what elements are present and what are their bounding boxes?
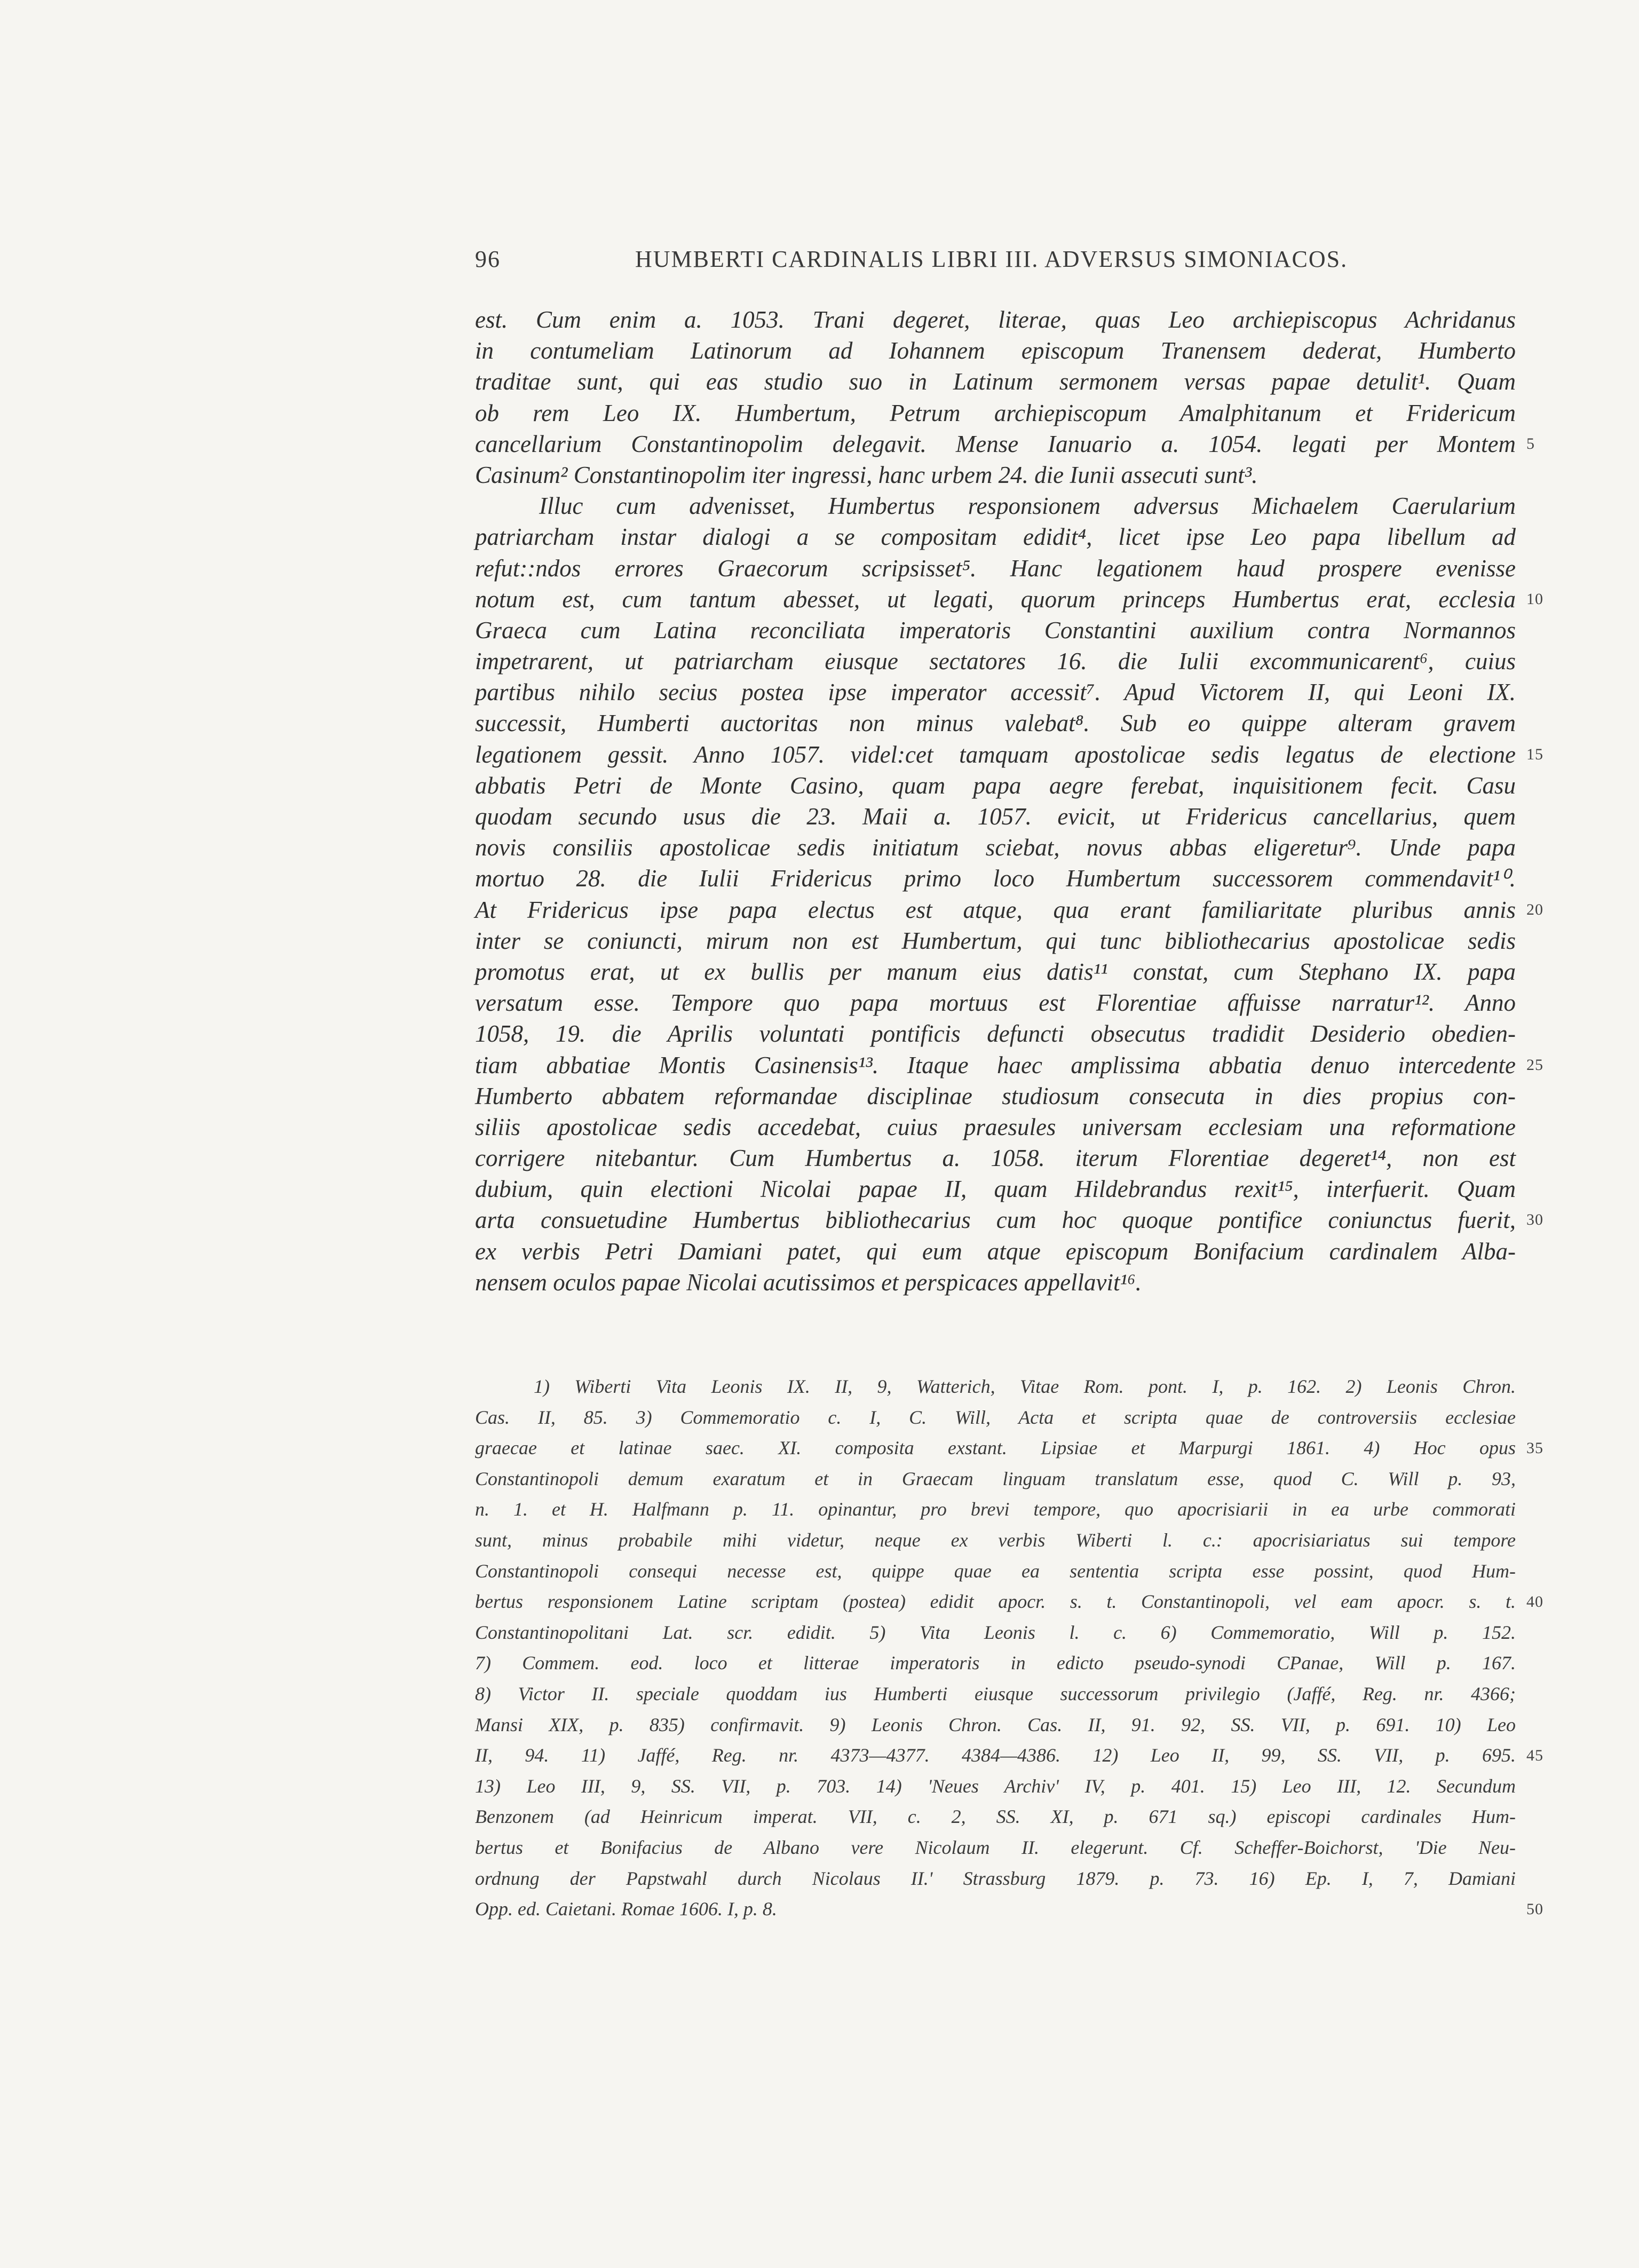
text-line-content: ob rem Leo IX. Humbertum, Petrum archiepiscopum Amalphitanum et Fridericum	[475, 399, 1516, 426]
text-line-content: Illuc cum advenisset, Humbertus responsionem adversus Michaelem Caerularium	[539, 493, 1516, 520]
text-line-content: traditae sunt, qui eas studio suo in Latinum sermonem versas papae detulit¹. Quam	[475, 368, 1516, 395]
footnote-line-content: II, 94. 11) Jaffé, Reg. nr. 4373—4377. 4384—4386. 12) Leo II, 99, SS. VII, p. 695.	[475, 1744, 1516, 1766]
text-line-content: promotus erat, ut ex bullis per manum eius datis¹¹ constat, cum Stephano IX. papa	[475, 958, 1516, 985]
footnote-line	[475, 1833, 1516, 1863]
text-line	[475, 1173, 1516, 1204]
text-line	[475, 1018, 1516, 1049]
text-line-content: abbatis Petri de Monte Casino, quam papa aegre ferebat, inquisitionem fecit. Casu	[475, 772, 1516, 799]
text-line-content: Graeca cum Latina reconciliata imperatoris Constantini auxilium contra Normannos	[475, 616, 1516, 644]
text-line	[475, 490, 1516, 521]
text-line-content: Humberto abbatem reformandae disciplinae studiosum consecuta in dies propius con-	[475, 1082, 1516, 1109]
footnote-line-content: Mansi XIX, p. 835) confirmavit. 9) Leonis Chron. Cas. II, 91. 92, SS. VII, p. 691. 10) Leo	[475, 1714, 1516, 1735]
text-line-content: novis consiliis apostolicae sedis initiatum sciebat, novus abbas eligeretur⁹. Unde papa	[475, 834, 1516, 861]
page-number: 96	[475, 246, 501, 272]
text-line	[475, 894, 1543, 925]
text-line	[475, 615, 1516, 646]
line-number: 50	[1526, 1900, 1543, 1918]
footnote-line	[475, 1494, 1516, 1525]
text-line	[475, 1081, 1516, 1112]
text-line-content: At Fridericus ipse papa electus est atque, qua erant familiaritate pluribus annis	[475, 896, 1516, 923]
footnote-line	[475, 1802, 1516, 1833]
footnote-line-content: sunt, minus probabile mihi videtur, neque ex verbis Wiberti l. c.: apocrisiariatus sui tempore	[475, 1529, 1516, 1551]
text-line-content: legationem gessit. Anno 1057. videl:cet tamquam apostolicae sedis legatus de electione	[475, 741, 1516, 768]
line-number: 40	[1526, 1593, 1543, 1611]
footnote-line-content: Constantinopolitani Lat. scr. edidit. 5) Vita Leonis l. c. 6) Commemoratio, Will p. 152.	[475, 1621, 1516, 1643]
text-line-content: est. Cum enim a. 1053. Trani degeret, literae, quas Leo archiepiscopus Achridanus	[475, 306, 1516, 333]
footnote-line	[475, 1863, 1516, 1894]
footnote-line-content: 1) Wiberti Vita Leonis IX. II, 9, Watterich, Vitae Rom. pont. I, p. 162. 2) Leonis Chron.	[534, 1376, 1516, 1397]
footnote-line-content: ordnung der Papstwahl durch Nicolaus II.' Strassburg 1879. p. 73. 16) Ep. I, 7, Damiani	[475, 1867, 1516, 1889]
text-line	[475, 925, 1516, 956]
text-line	[475, 987, 1516, 1018]
line-number: 20	[1526, 900, 1543, 918]
running-title: HUMBERTI CARDINALIS LIBRI III. ADVERSUS SIMONIACOS.	[635, 246, 1348, 272]
text-line-content: patriarcham instar dialogi a se compositam edidit⁴, licet ipse Leo papa libellum ad	[475, 524, 1516, 551]
text-line	[475, 366, 1516, 397]
text-line	[475, 1143, 1516, 1173]
text-line	[475, 1204, 1543, 1235]
line-number: 45	[1526, 1747, 1543, 1765]
text-line-content: refut::ndos errores Graecorum scripsisset⁵. Hanc legationem haud prospere evenisse	[475, 554, 1516, 582]
footnote-line-content: 13) Leo III, 9, SS. VII, p. 703. 14) 'Neues Archiv' IV, p. 401. 15) Leo III, 12. Secundum	[475, 1775, 1516, 1797]
footnote-line	[475, 1710, 1516, 1741]
main-text	[475, 304, 1543, 1298]
footnote-line	[475, 1556, 1516, 1587]
footnote-line-content: Opp. ed. Caietani. Romae 1606. I, p. 8.	[475, 1898, 777, 1920]
footnote-line-content: graecae et latinae saec. XI. composita exstant. Lipsiae et Marpurgi 1861. 4) Hoc opus	[475, 1437, 1516, 1459]
text-line-content: Casinum² Constantinopolim iter ingressi, hanc urbem 24. die Iunii assecuti sunt³.	[475, 461, 1258, 488]
text-line-content: in contumeliam Latinorum ad Iohannem episcopum Tranensem dederat, Humberto	[475, 337, 1516, 364]
text-line	[475, 1267, 1516, 1298]
line-number: 10	[1526, 590, 1543, 608]
footnote-line-content: Constantinopoli demum exaratum et in Graecam linguam translatum esse, quod C. Will p. 93,	[475, 1468, 1516, 1489]
line-number: 25	[1526, 1056, 1543, 1074]
text-line-content: tiam abbatiae Montis Casinensis¹³. Itaque haec amplissima abbatia denuo intercedente	[475, 1051, 1516, 1079]
footnote-line	[475, 1894, 1543, 1925]
footnote-line	[475, 1402, 1516, 1433]
footnote-line	[475, 1433, 1543, 1464]
footnote-line-content: 7) Commem. eod. loco et litterae imperatoris in edicto pseudo-synodi CPanae, Will p. 167.	[475, 1652, 1516, 1674]
text-line	[475, 429, 1535, 459]
text-line-content: quodam secundo usus die 23. Maii a. 1057. evicit, ut Fridericus cancellarius, quem	[475, 803, 1516, 830]
footnote-line	[475, 1740, 1543, 1771]
text-line-content: corrigere nitebantur. Cum Humbertus a. 1058. iterum Florentiae degeret¹⁴, non est	[475, 1145, 1516, 1172]
footnote-line	[475, 1464, 1516, 1495]
footnotes	[475, 1371, 1543, 1925]
text-line	[475, 708, 1516, 739]
text-line-content: siliis apostolicae sedis accedebat, cuius praesules universam ecclesiam una reformatione	[475, 1113, 1516, 1140]
line-number: 30	[1526, 1211, 1543, 1229]
text-line	[475, 1236, 1516, 1267]
footnote-line	[475, 1679, 1516, 1710]
text-line-content: successit, Humberti auctoritas non minus valebat⁸. Sub eo quippe alteram gravem	[475, 710, 1516, 737]
text-line	[475, 304, 1516, 335]
line-number: 35	[1526, 1439, 1543, 1457]
text-line-content: inter se coniuncti, mirum non est Humbertum, qui tunc bibliothecarius apostolicae sedis	[475, 927, 1516, 954]
text-line-content: versatum esse. Tempore quo papa mortuus est Florentiae affuisse narratur¹². Anno	[475, 989, 1516, 1017]
text-line	[475, 863, 1516, 894]
text-line	[475, 1050, 1543, 1081]
text-line	[475, 770, 1516, 801]
line-number: 5	[1526, 434, 1535, 453]
footnote-line	[475, 1587, 1543, 1617]
footnote-line	[475, 1648, 1516, 1679]
text-line	[475, 677, 1516, 708]
text-line	[475, 646, 1516, 677]
text-line-content: notum est, cum tantum abesset, ut legati, quorum princeps Humbertus erat, ecclesia	[475, 585, 1516, 613]
footnote-line-content: bertus responsionem Latine scriptam (postea) edidit apocr. s. t. Constantinopoli, vel eam apocr. s. t.	[475, 1591, 1516, 1613]
text-line-content: ex verbis Petri Damiani patet, qui eum atque episcopum Bonifacium cardinalem Alba-	[475, 1238, 1516, 1265]
footnote-line	[475, 1617, 1516, 1648]
text-line	[475, 521, 1516, 552]
footnote-line	[475, 1371, 1516, 1402]
text-line	[475, 1112, 1516, 1143]
text-line-content: nensem oculos papae Nicolai acutissimos et perspicaces appellavit¹⁶.	[475, 1268, 1142, 1296]
text-line-content: cancellarium Constantinopolim delegavit. Mense Ianuario a. 1054. legati per Montem	[475, 430, 1516, 457]
text-line-content: partibus nihilo secius postea ipse imperator accessit⁷. Apud Victorem II, qui Leoni IX.	[475, 679, 1516, 706]
text-line	[475, 832, 1516, 863]
text-line	[475, 956, 1516, 987]
footnote-line-content: Cas. II, 85. 3) Commemoratio c. I, C. Will, Acta et scripta quae de controversiis ecclesiae	[475, 1406, 1516, 1428]
footnote-line-content: Constantinopoli consequi necesse est, quippe quae ea sententia scripta esse possint, quod Hum-	[475, 1560, 1516, 1582]
footnote-line	[475, 1525, 1516, 1556]
text-line	[475, 739, 1543, 770]
text-line-content: 1058, 19. die Aprilis voluntati pontificis defuncti obsecutus tradidit Desiderio obedien-	[475, 1020, 1516, 1048]
text-line-content: impetrarent, ut patriarcham eiusque sectatores 16. die Iulii excommunicarent⁶, cuius	[475, 648, 1516, 675]
footnote-line-content: 8) Victor II. speciale quoddam ius Humberti eiusque successorum privilegio (Jaffé, Reg. nr. 4366;	[475, 1683, 1516, 1704]
text-line	[475, 553, 1516, 584]
text-line	[475, 801, 1516, 832]
text-line	[475, 398, 1516, 429]
text-line	[475, 335, 1516, 366]
line-number: 15	[1526, 745, 1543, 763]
text-line	[475, 584, 1543, 615]
footnote-line-content: bertus et Bonifacius de Albano vere Nicolaum II. elegerunt. Cf. Scheffer-Boichorst, 'Die Neu-	[475, 1836, 1516, 1858]
footnote-line-content: Benzonem (ad Heinricum imperat. VII, c. 2, SS. XI, p. 671 sq.) episcopi cardinales Hum-	[475, 1806, 1516, 1828]
running-head	[475, 245, 1516, 277]
footnote-line	[475, 1771, 1516, 1802]
text-line-content: mortuo 28. die Iulii Fridericus primo loco Humbertum successorem commendavit¹⁰.	[475, 865, 1516, 892]
footnote-line-content: n. 1. et H. Halfmann p. 11. opinantur, pro brevi tempore, quo apocrisiarii in ea urbe commorati	[475, 1498, 1516, 1520]
text-line	[475, 459, 1516, 490]
text-line-content: arta consuetudine Humbertus bibliothecarius cum hoc quoque pontifice coniunctus fuerit,	[475, 1207, 1516, 1234]
text-line-content: dubium, quin electioni Nicolai papae II, quam Hildebrandus rexit¹⁵, interfuerit. Quam	[475, 1176, 1516, 1203]
